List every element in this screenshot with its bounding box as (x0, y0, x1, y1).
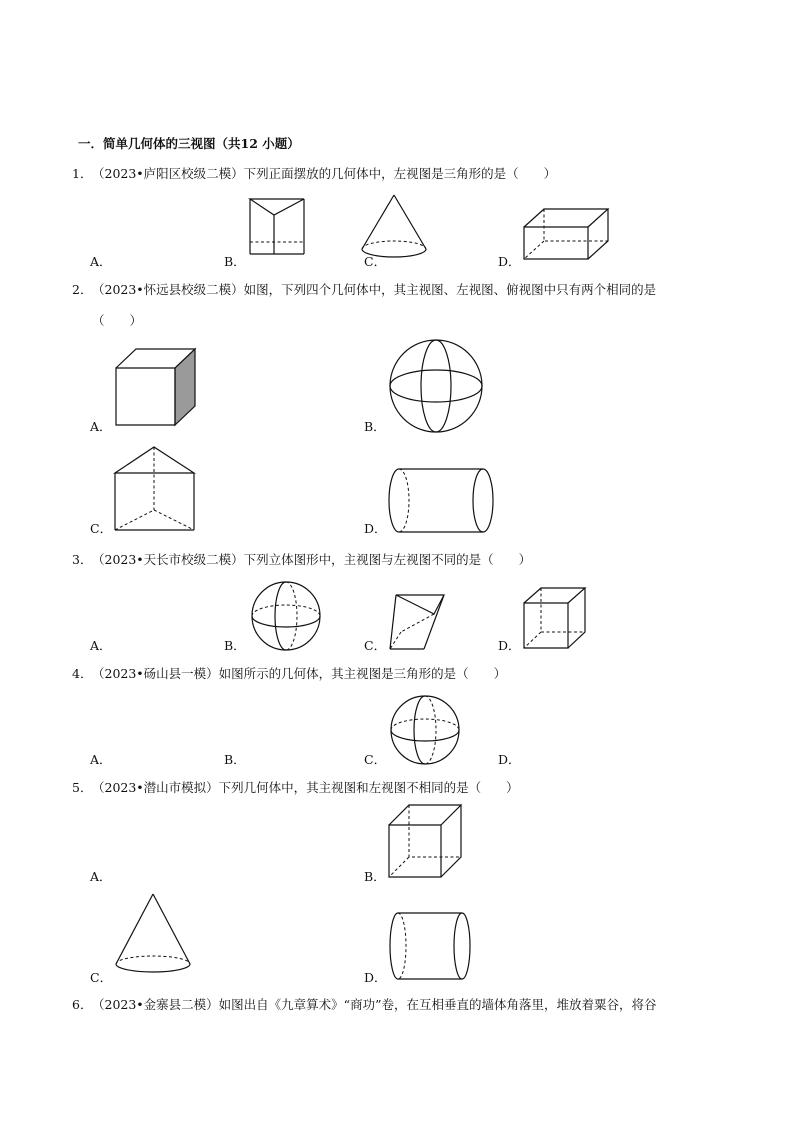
q5-cylinder-figure (388, 910, 474, 982)
q2-option-d[interactable]: D． (364, 521, 387, 536)
q1-option-c[interactable]: C． (364, 254, 387, 269)
q1-option-a[interactable]: A． (90, 254, 112, 269)
question-3-stem: （2023•天长市校级二模）下列立体图形中，主视图与左视图不同的是（ ） (92, 552, 532, 567)
question-6-stem: （2023•金寨县二模）如图出自《九章算术》“商功”卷，在互相垂直的墙体角落里，堆放着粟谷，将谷 (92, 997, 657, 1012)
q5-option-b[interactable]: B． (364, 869, 386, 884)
question-6-number: 6． (72, 997, 93, 1012)
q5-option-a[interactable]: A． (90, 869, 112, 884)
q3-option-b[interactable]: B． (224, 638, 246, 653)
q3-option-a[interactable]: A． (90, 638, 112, 653)
q3-sphere-figure (249, 579, 325, 655)
q2-triangular-prism-figure (112, 444, 200, 534)
question-2-stem-continued: （ ） (92, 313, 143, 328)
q4-option-d[interactable]: D． (498, 752, 521, 767)
q4-option-b[interactable]: B． (224, 752, 246, 767)
question-2-stem: （2023•怀远县校级二模）如图，下列四个几何体中，其主视图、左视图、俯视图中只有两个相同的是 (92, 282, 657, 297)
q2-cylinder-figure (387, 466, 499, 536)
section-title: 一．简单几何体的三视图（共12 小题） (78, 136, 300, 151)
question-1-stem: （2023•庐阳区校级二模）下列正面摆放的几何体中，左视图是三角形的是（ ） (92, 166, 557, 181)
question-5-stem: （2023•潜山市模拟）下列几何体中，其主视图和左视图不相同的是（ ） (92, 780, 519, 795)
q3-triangular-prism-figure (388, 592, 448, 654)
q4-sphere-figure (388, 693, 464, 769)
q2-cube-figure (113, 346, 199, 428)
q2-sphere-figure (387, 337, 487, 435)
q2-option-a[interactable]: A． (90, 419, 112, 434)
q1-option-b[interactable]: B． (224, 254, 246, 269)
question-1-number: 1． (72, 166, 93, 181)
q1-option-d[interactable]: D． (498, 254, 521, 269)
question-2-number: 2． (72, 282, 93, 297)
question-4-number: 4． (72, 666, 93, 681)
q5-cone-figure (112, 892, 194, 980)
question-3-number: 3． (72, 552, 93, 567)
q5-option-c[interactable]: C． (90, 970, 113, 985)
q5-cube-figure (387, 803, 467, 881)
q1-cuboid-figure (522, 207, 612, 263)
q5-option-d[interactable]: D． (364, 970, 387, 985)
question-4-stem: （2023•砀山县一模）如图所示的几何体，其主视图是三角形的是（ ） (92, 666, 507, 681)
q1-cone-figure (358, 193, 430, 259)
q2-option-b[interactable]: B． (364, 419, 386, 434)
q4-option-c[interactable]: C． (364, 752, 387, 767)
q3-option-d[interactable]: D． (498, 638, 521, 653)
q3-cube-figure (522, 586, 588, 652)
question-5-number: 5． (72, 780, 93, 795)
q1-triangular-prism-figure (248, 197, 306, 257)
q4-option-a[interactable]: A． (90, 752, 112, 767)
q3-option-c[interactable]: C． (364, 638, 387, 653)
q2-option-c[interactable]: C． (90, 521, 113, 536)
